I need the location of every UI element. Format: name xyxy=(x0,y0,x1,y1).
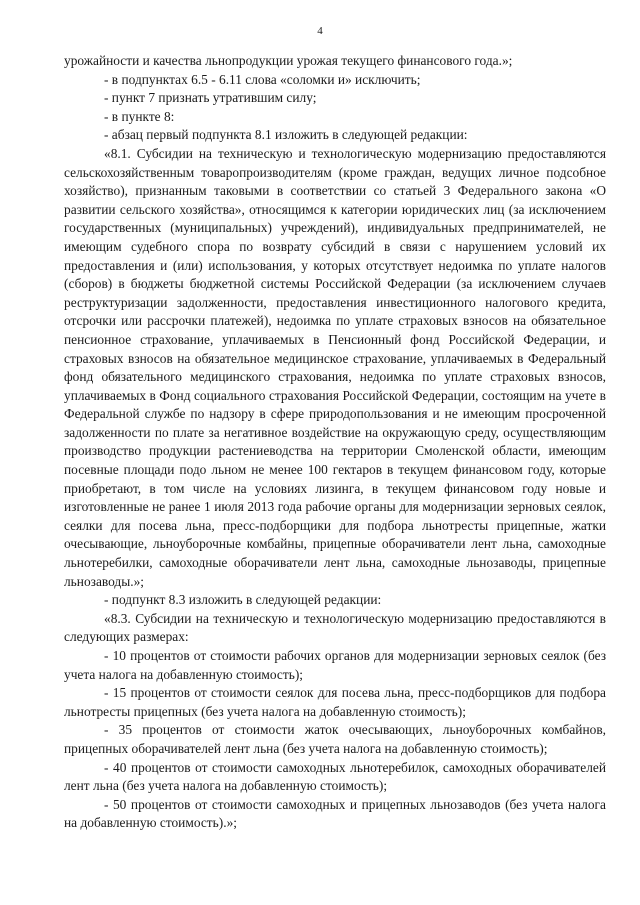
paragraph: «8.1. Субсидии на техническую и технологическую модернизацию предоставляются сельскохозяйственным товаропроизводителям (кроме граждан, ведущих личное подсобное хозяйство), признанным таковыми в соответствии со статьей 3 Федерального закона «О развитии сельского хозяйства», относящимся к категории юридических лиц (за исключением государственных (муниципальных) учреждений), индивидуальных предпринимателей, не имеющим судебного спора по возврату субсидий в связи с нарушением условий их предоставления и (или) использования, у которых отсутствует недоимка по уплате налогов (сборов) в бюджеты бюджетной системы Российской Федерации (за исключением случаев реструктуризации задолженности, предоставления инвестиционного налогового кредита, отсрочки или рассрочки платежей), недоимка по уплате страховых взносов на обязательное пенсионное страхование, уплачиваемых в Пенсионный фонд Российской Федерации, и страховых взносов на обязательное медицинское страхование, уплачиваемых в Федеральный фонд обязательного медицинского страхования, недоимка по уплате страховых взносов, уплачиваемых в Фонд социального страхования Российской Федерации, состоящим на учете в Федеральной службе по надзору в сфере природопользования и не имеющим просроченной задолженности по плате за негативное воздействие на окружающую среду, осуществляющим производство продукции растениеводства на территории Смоленской области, имеющим посевные площади подо льном не менее 100 гектаров в текущем финансовом году, которые приобретают, в том числе на условиях лизинга, в текущем финансовом году новые и изготовленные не ранее 1 июля 2013 года рабочие органы для модернизации зерновых сеялок, сеялки для посева льна, пресс-подборщики для подбора льнотресты прицепные, жатки очесывающие, льноуборочные комбайны, прицепные оборачиватели лент льна, самоходные льнотеребилки, самоходные оборачиватели лент льна, самоходные льнозаводы, прицепные льнозаводы.»; xyxy=(64,145,606,589)
paragraph: - в пункте 8: xyxy=(104,108,175,124)
paragraph: - 40 процентов от стоимости самоходных льнотеребилок, самоходных оборачивателей лент льна (без учета налога на добавленную стоимость); xyxy=(64,759,606,794)
paragraph: - абзац первый подпункта 8.1 изложить в следующей редакции: xyxy=(104,127,468,143)
document-body xyxy=(64,52,606,833)
page-number: 4 xyxy=(317,25,323,37)
paragraph: - 15 процентов от стоимости сеялок для посева льна, пресс-подборщиков для подбора льнотресты прицепных (без учета налога на добавленную стоимость); xyxy=(64,685,606,719)
paragraph: - в подпунктах 6.5 - 6.11 слова «соломки и» исключить; xyxy=(104,71,421,87)
paragraph: - пункт 7 признать утратившим силу; xyxy=(104,90,317,106)
paragraph: - 50 процентов от стоимости самоходных и прицепных льнозаводов (без учета налога на добавленную стоимость).»; xyxy=(64,796,606,831)
paragraph: «8.3. Субсидии на техническую и технологическую модернизацию предоставляются в следующих размерах: xyxy=(64,610,606,645)
paragraph: - 35 процентов от стоимости жаток очесывающих, льноуборочных комбайнов, прицепных оборачивателей лент льна (без учета налога на добавленную стоимость); xyxy=(64,722,606,756)
paragraph: - подпункт 8.3 изложить в следующей редакции: xyxy=(104,592,382,608)
paragraph: - 10 процентов от стоимости рабочих органов для модернизации зерновых сеялок (без учета налога на добавленную стоимость); xyxy=(64,648,606,682)
paragraph: урожайности и качества льнопродукции урожая текущего финансового года.»; xyxy=(64,53,513,68)
